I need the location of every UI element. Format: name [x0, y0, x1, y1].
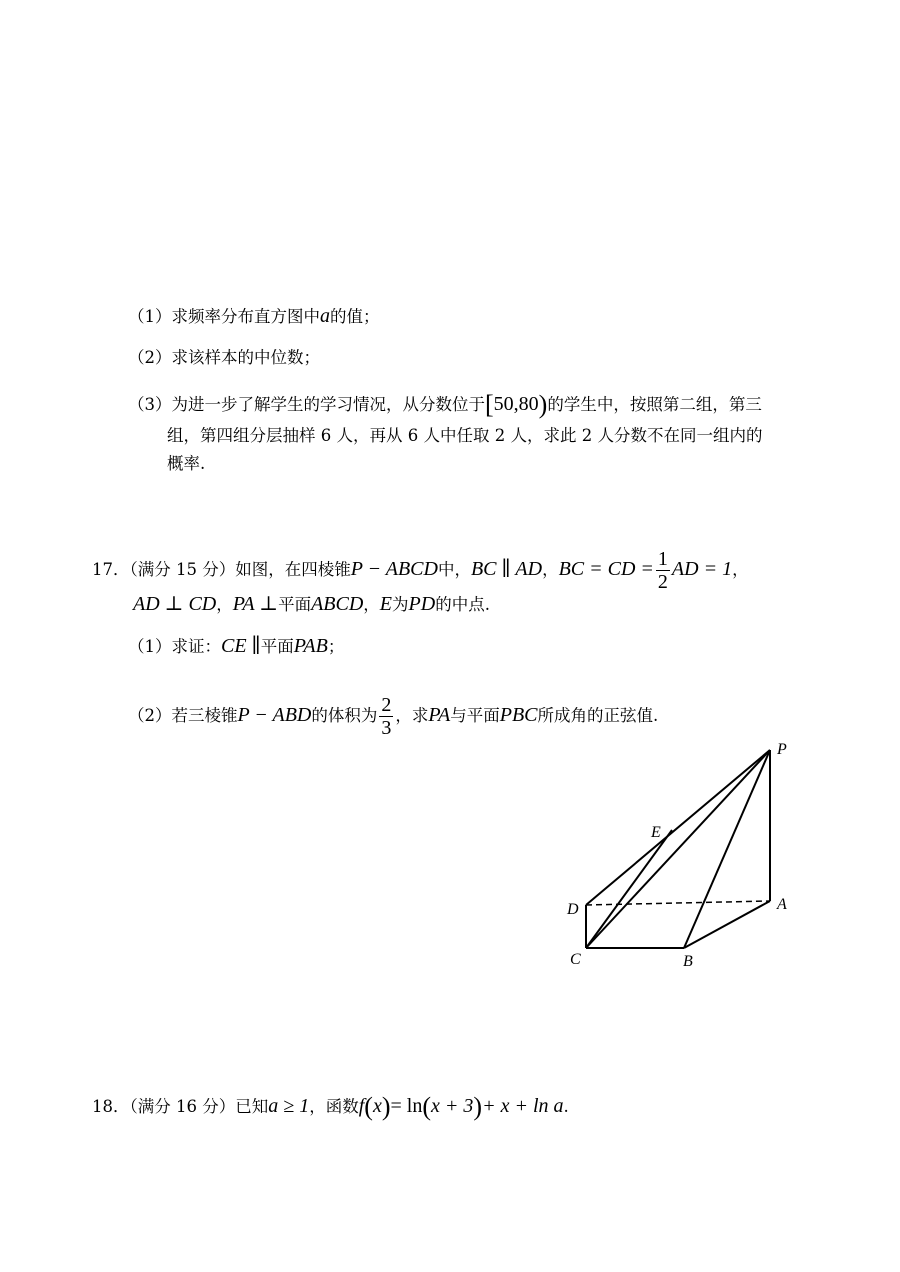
edge-pd [586, 750, 770, 905]
q18-number: 18． [92, 1097, 130, 1116]
label-a: A [777, 896, 787, 913]
label-e: E [651, 824, 661, 841]
q16-part2: （2）求该样本的中位数； [128, 348, 320, 367]
q17-statement-line2: AD ⊥ CD，PA ⊥平面ABCD，E为PD的中点. [133, 593, 490, 615]
q16-part1: （1）求频率分布直方图中a的值； [128, 305, 380, 327]
fraction-one-half: $\frac{1}{2}$ [657, 548, 668, 593]
edge-da-hidden [586, 901, 770, 905]
q16-part3-line2: 组，第四组分层抽样 6 人，再从 6 人中任取 2 人，求此 2 人分数不在同一组内的 [167, 426, 763, 445]
label-c: C [570, 951, 581, 968]
q17-part2: （2）若三棱锥P − ABD的体积为 $\frac{2}{3}$ ，求PA与平面PBC所成角的正弦值. [128, 694, 659, 739]
edge-ce [586, 830, 672, 948]
fraction-two-thirds: $\frac{2}{3}$ [381, 694, 392, 739]
label-p: P [777, 741, 787, 758]
label-b: B [683, 953, 693, 970]
q17-number: 17． [92, 560, 130, 579]
q17-part1: （1）求证：CE ∥平面PAB； [128, 635, 345, 657]
q17-statement-line1: 17．（满分 15 分）如图，在四棱锥P − ABCD中，BC ∥ AD，BC = CD = $\frac{1}{2}$ AD = 1， [92, 548, 749, 593]
q16-part3-line3: 概率. [167, 454, 206, 473]
q18-statement: 18．（满分 16 分）已知a ≥ 1，函数f(x)= ln(x + 3)+ x + ln a. [92, 1092, 569, 1121]
q16-part3-line1: （3）为进一步了解学生的学习情况，从分数位于[50,80)的学生中，按照第二组，第三 [128, 390, 762, 419]
edge-ba [684, 901, 770, 948]
label-d: D [567, 901, 579, 918]
edge-pc [586, 750, 770, 948]
edge-pb [684, 750, 770, 948]
